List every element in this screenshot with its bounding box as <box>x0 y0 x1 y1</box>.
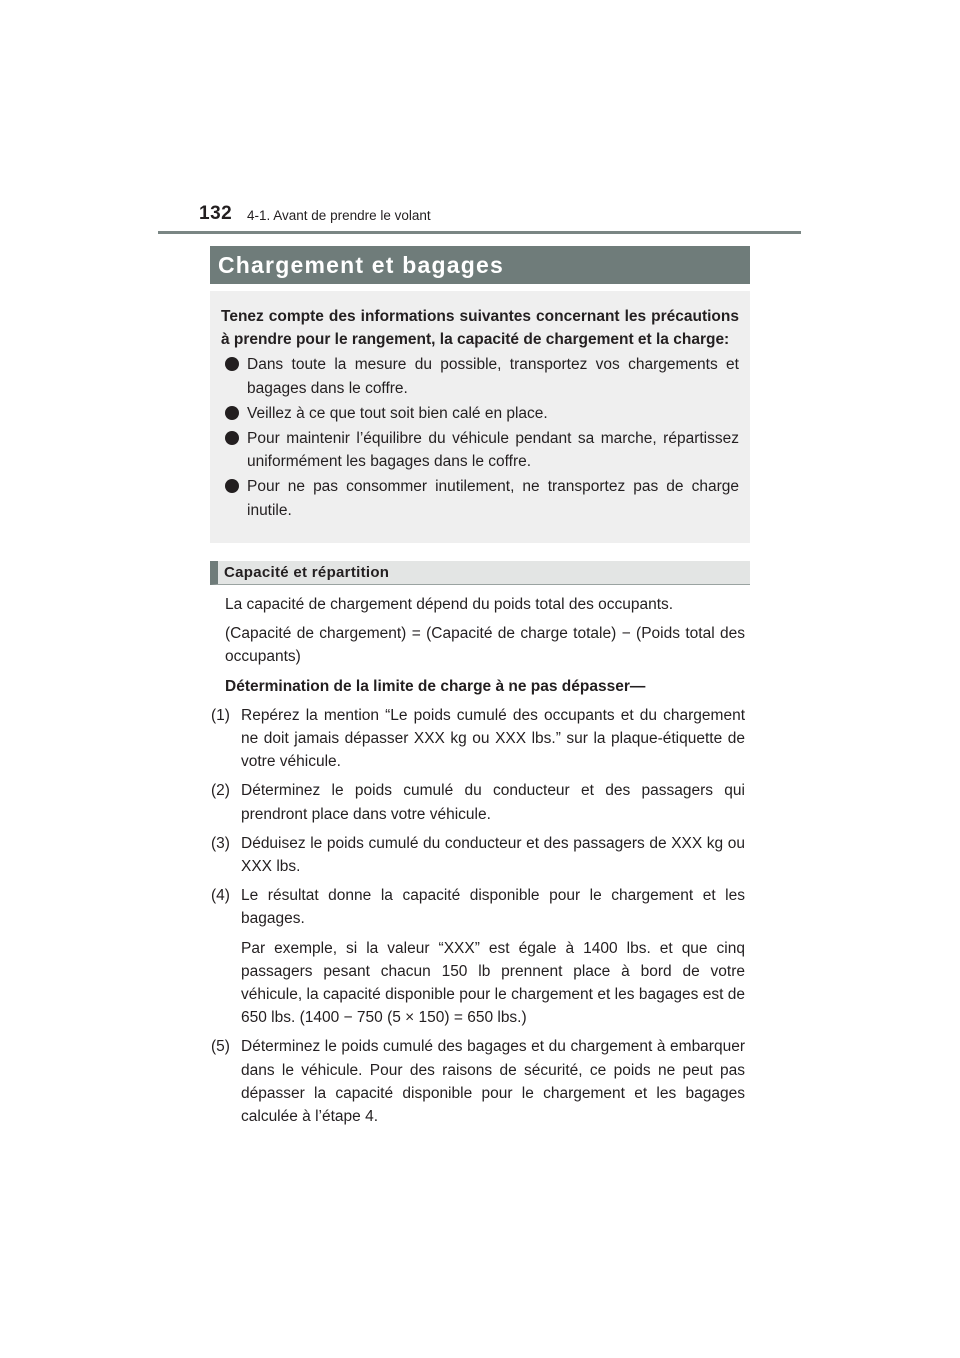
bullet-dot-icon <box>221 402 247 425</box>
step-number: (3) <box>211 834 230 852</box>
intro-box <box>210 291 750 543</box>
step-number: (4) <box>211 887 230 905</box>
step-item <box>211 884 745 1029</box>
step-example: Par exemple, si la valeur “XXX” est égale à 1400 lbs. et que cinq passagers pesant chacun 150 lb prennent place à bord de votre véhicule, la capacité disponible pour le chargement et les bagages est de 650 lbs. (1400 − 750 (5 × 150) = 650 lbs.) <box>241 939 745 1027</box>
formula-paragraph: (Capacité de chargement) = (Capacité de charge totale) − (Poids total des occupants) <box>225 625 745 666</box>
subsection-heading <box>210 561 750 585</box>
bullet-item <box>221 353 739 399</box>
step-text: Déduisez le poids cumulé du conducteur et des passagers de XXX kg ou XXX lbs. <box>241 834 745 876</box>
bullet-text: Pour ne pas consommer inutilement, ne transportez pas de charge inutile. <box>247 478 739 519</box>
step-text: Déterminez le poids cumulé du conducteur et des passagers qui prendront place dans votre véhicule. <box>241 782 745 823</box>
bullet-dot-icon <box>221 475 247 521</box>
section-title: Chargement et bagages <box>218 252 504 278</box>
step-item <box>211 1035 745 1128</box>
step-item <box>211 779 745 825</box>
bullet-text: Pour maintenir l’équilibre du véhicule pendant sa marche, répartissez uniformément les bagages dans le coffre. <box>247 430 739 471</box>
paragraph: La capacité de chargement dépend du poids total des occupants. <box>225 596 674 613</box>
intro-text: Tenez compte des informations suivantes concernant les précautions à prendre pour le rangement, la capacité de chargement et la charge: <box>221 308 739 349</box>
step-text: Repérez la mention “Le poids cumulé des occupants et du chargement ne doit jamais dépasser XXX kg ou XXX lbs.” sur la plaque-étiquette de votre véhicule. <box>241 706 745 771</box>
header-divider <box>158 231 801 234</box>
running-head: 4-1. Avant de prendre le volant <box>247 208 431 223</box>
bullet-item <box>221 402 739 425</box>
bullet-item <box>221 427 739 473</box>
step-text: Déterminez le poids cumulé des bagages et du chargement à embarquer dans le véhicule. Pour des raisons de sécurité, ce poids ne peut pas dépasser la capacité disponible pour le chargement et les bagages calculée à l’étape 4. <box>241 1038 745 1126</box>
bullet-dot-icon <box>221 427 247 473</box>
step-number: (5) <box>211 1038 230 1056</box>
bullet-dot-icon <box>221 353 247 399</box>
bullet-text: Veillez à ce que tout soit bien calé en place. <box>247 404 548 422</box>
subsection-title: Capacité et répartition <box>224 564 390 581</box>
step-item <box>211 704 745 774</box>
step-text: Le résultat donne la capacité disponible pour le chargement et les bagages. <box>241 887 745 928</box>
body-content <box>211 593 745 1134</box>
bullet-text: Dans toute la mesure du possible, transportez vos chargements et bagages dans le coffre. <box>247 356 739 397</box>
section-banner <box>210 246 750 284</box>
step-number: (2) <box>211 782 230 800</box>
step-number: (1) <box>211 706 230 724</box>
bullet-item <box>221 475 739 521</box>
page-number: 132 <box>199 203 233 224</box>
procedure-heading: Détermination de la limite de charge à ne pas dépasser— <box>225 677 646 695</box>
step-item <box>211 832 745 878</box>
